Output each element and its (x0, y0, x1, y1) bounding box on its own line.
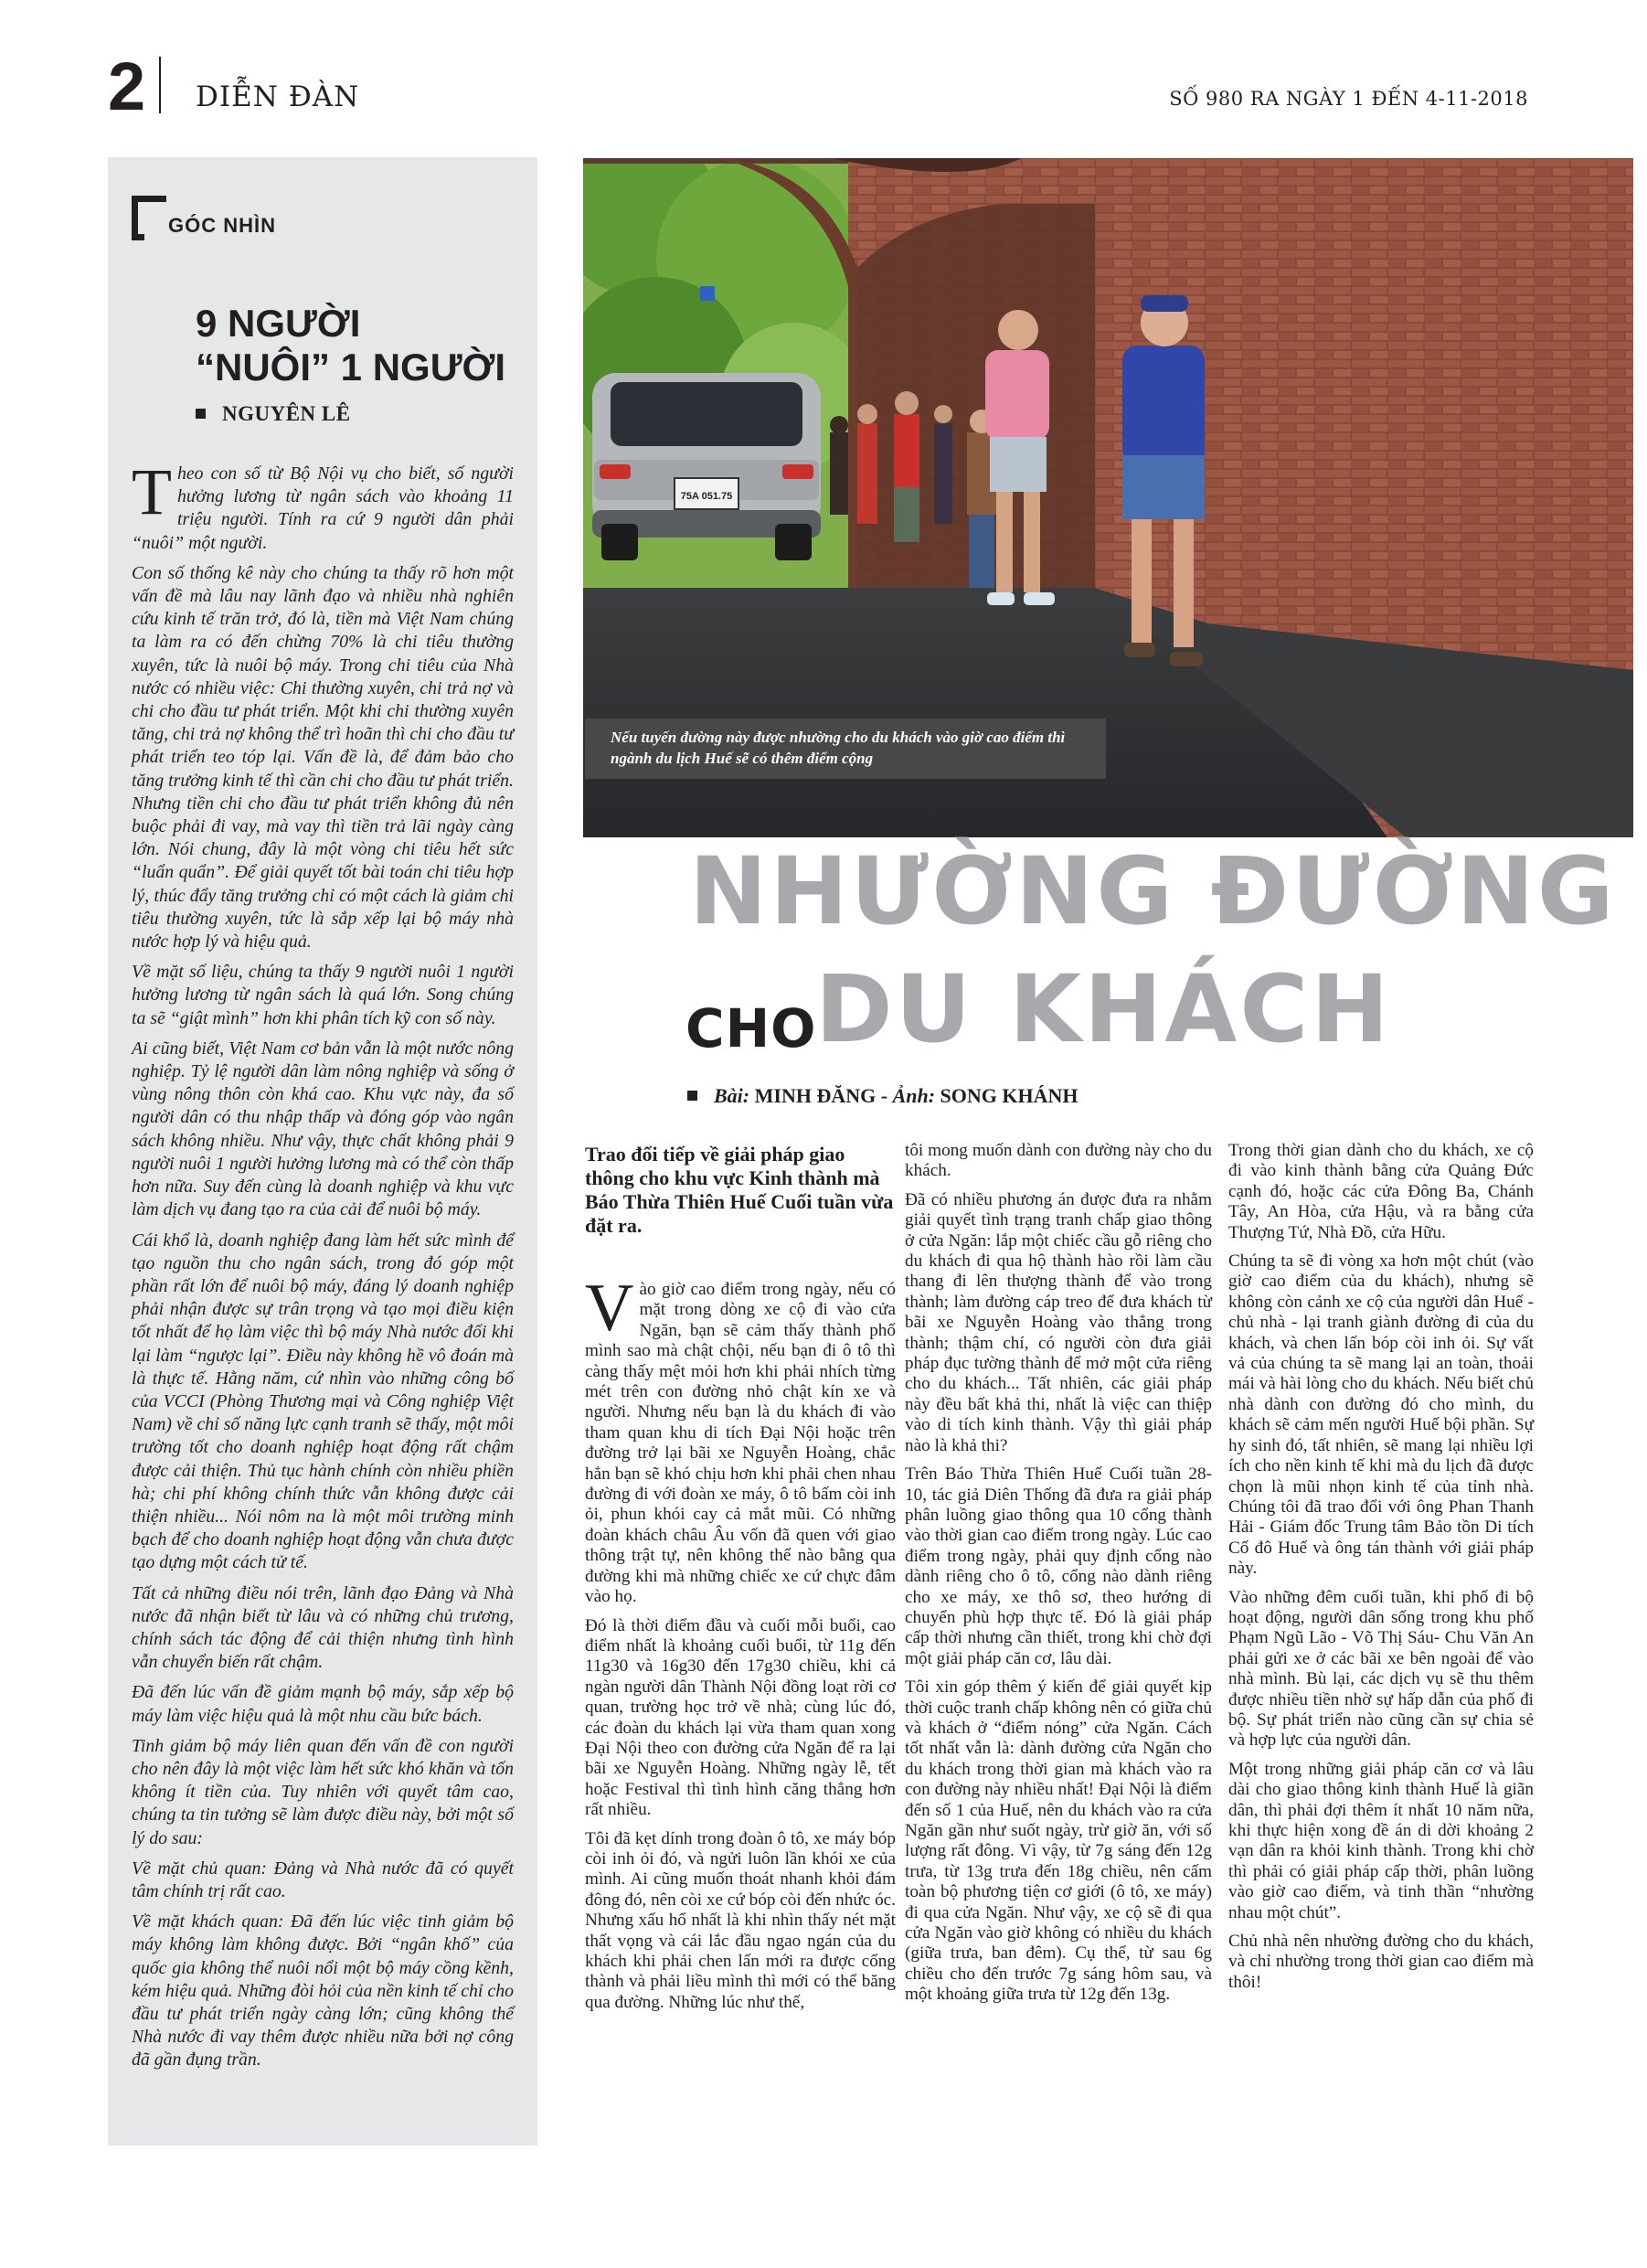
sidebar-paragraph: Cái khổ là, doanh nghiệp đang làm hết sức mình để tạo nguồn thu cho ngân sách, trong đó góp một phần rất lớn để nuôi bộ máy, đáng lý doanh nghiệp phải nhận được sự trân trọng và tạo mọi điều kiện tốt nhất để họ làm việc thì bộ máy Nhà nước đối khi lại làm “ngược lại”. Điều này không hề vô đoán mà là thực tế. Hằng năm, cứ nhìn vào những công bố của VCCI (Phòng Thương mại và Công nghiệp Việt Nam) về chỉ số năng lực cạnh tranh sẽ thấy, một môi trường tốt cho doanh nghiệp hoạt động rất chậm được cải thiện. Thủ tục hành chính còn nhiều phiền hà; chi phí không chính thức vẫn không được cải thiện nhiều... Nói nôm na là một môi trường minh bạch để cho doanh nghiệp hoạt động vẫn chưa được tạo dựng một cách tử tế. (132, 1230, 514, 1573)
article-dropcap: V (585, 1271, 634, 1346)
article-paragraph (585, 1271, 896, 1608)
sidebar-paragraph: Tất cả những điều nói trên, lãnh đạo Đảng và Nhà nước đã nhận biết từ lâu và có những chủ trương, chính sách tác động để cải thiện nhưng tình hình vẫn chuyển biến rất chậm. (132, 1582, 514, 1673)
article-column-3 (1228, 1141, 1534, 2001)
byline-author: MINH ĐĂNG (754, 1084, 877, 1107)
page-number: 2 (108, 48, 146, 124)
byline-label-photo: Ảnh: (892, 1084, 936, 1107)
sidebar-paragraph: Về mặt chủ quan: Đảng và Nhà nước đã có quyết tâm chính trị rất cao. (132, 1858, 514, 1901)
article-paragraph: Tôi xin góp thêm ý kiến để giải quyết kịp thời cuộc tranh chấp không nên có giữa chủ và khách ở “điểm nóng” cửa Ngăn. Cách tốt nhất vẫn là: dành đường cửa Ngăn cho du khách trong thời gian mà khách vào ra con đường này nhiều nhất! Đại Nội là điểm đến số 1 của Huế, nên du khách vào ra cửa Ngăn gần như suốt ngày, trừ giờ ăn, với số lượng rất đông. Vì vậy, từ 7g sáng đến 12g trưa, từ 13g trưa đến 18g chiều, nên cấm toàn bộ phương tiện cơ giới (ô tô, xe máy) đi qua cửa Ngăn. Như vậy, xe cộ sẽ đi qua cửa Ngăn vào giờ không có nhiều du khách (giữa trưa, ban đêm). Cụ thể, từ sau 6g chiều cho đến trước 7g sáng hôm sau, và một khoảng giữa trưa từ 12g đến 13g. (905, 1677, 1212, 2005)
article-paragraph-text: ào giờ cao điểm trong ngày, nếu có mặt trong dòng xe cộ đi vào cửa Ngăn, bạn sẽ cảm thấy thành phố mình sao mà chật chội, nếu bạn đi ô tô thì càng thấy mệt mỏi hơn khi phải nhích từng mét trên con đường nhỏ chật kín xe và người. Nhưng nếu bạn là du khách đi vào tham quan khu di tích Đại Nội hoặc trên đường trở lại bãi xe Nguyễn Hoàng, chắc hẳn bạn sẽ khó chịu hơn khi phải chen nhau đường đi với đoàn xe máy, ô tô bấm còi inh ỏi, phun khói cay cả mắt mũi. Có những đoàn khách châu Âu vốn đã quen với giao thông trật tự, nên không thể nào bằng qua đường khi mà những chiếc xe cứ chực đâm vào họ. (585, 1280, 896, 1607)
byline: Bài: MINH ĐĂNG - Ảnh: SONG KHÁNH (687, 1084, 1079, 1108)
sidebar-author-name: NGUYÊN LÊ (222, 402, 351, 425)
article-paragraph: Vào những đêm cuối tuần, khi phố đi bộ hoạt động, người dân sống trong khu phố Phạm Ngũ Lão - Võ Thị Sáu- Chu Văn An phải gửi xe ở các bãi xe bên ngoài để vào nhà mình. Bù lại, các dịch vụ sẽ thu thêm được nhiều tiền nhờ sự hấp dẫn của phố đi bộ. Sự phát triển nào cũng cần sự chia sẻ và hợp lực của người dân. (1228, 1587, 1534, 1751)
article-paragraph: Trong thời gian dành cho du khách, xe cộ đi vào kinh thành bằng cửa Quảng Đức cạnh đó, hoặc các cửa Đông Ba, Chánh Tây, An Hòa, cửa Hậu, và ra bằng cửa Thượng Tứ, Nhà Đồ, cửa Hữu. (1228, 1141, 1534, 1242)
sidebar-dropcap: T (132, 455, 172, 528)
article-column-2 (905, 1141, 1212, 2014)
article-paragraph: Trên Báo Thừa Thiên Huế Cuối tuần 28-10, tác giả Diên Thống đã đưa ra giải pháp phân luồng giao thông qua 10 cổng thành vào thời gian cao điểm trong ngày. Lúc cao điểm trong ngày, phải quy định cổng nào dành riêng cho ô tô, cổng nào dành riêng cho xe máy, xe thô sơ, theo hướng di chuyển phù hợp thực tế. Đó là giải pháp cấp thời nhưng cần thiết, trong khi chờ đợi một giải pháp căn cơ, lâu dài. (905, 1464, 1212, 1668)
header-divider (159, 57, 161, 113)
sidebar-paragraph: Ai cũng biết, Việt Nam cơ bản vẫn là một nước nông nghiệp. Tỷ lệ người dân làm nông nghiệp và sống ở vùng nông thôn còn khá cao. Khu vực này, đa số người dân có thu nhập thấp và đóng góp vào ngân sách không nhiều. Như vậy, thực chất không phải 9 người nuôi 1 người hưởng lương mà có thể còn thấp hơn nữa. Suy đến cùng là doanh nghiệp và khu vực làm dịch vụ đang tạo ra của cải để nuôi bộ máy. (132, 1038, 514, 1220)
headline-connector: CHO (685, 997, 817, 1059)
byline-photographer: SONG KHÁNH (940, 1084, 1079, 1107)
article-paragraph: Chúng ta sẽ đi vòng xa hơn một chút (vào giờ cao điểm của du khách), nhưng sẽ không còn cảnh xe cộ của người dân Huế - chủ nhà - lại tranh giành đường đi của du khách, và chen lấn bóp còi inh ỏi. Sự vất vả của chúng ta sẽ mang lại an toàn, thoải mái và hài lòng cho du khách. Nếu biết chủ nhà dành con đường đó cho mình, du khách sẽ cảm mến người Huế bội phần. Sự hy sinh đó, tất nhiên, sẽ mang lại nhiều lợi ích cho nền kinh tế khi mà du lịch đã được chọn là mũi nhọn kinh tế của tỉnh nhà. Chúng tôi đã trao đổi với ông Phan Thanh Hải - Giám đốc Trung tâm Bảo tồn Di tích Cố đô Huế và ông tán thành với giải pháp này. (1228, 1251, 1534, 1579)
sidebar-author (196, 402, 351, 426)
issue-info: SỐ 980 RA NGÀY 1 ĐẾN 4-11-2018 (1169, 88, 1528, 110)
sidebar-title-line2: “NUÔI” 1 NGƯỜI (196, 346, 506, 389)
corner-bracket-icon (132, 196, 166, 234)
sidebar-paragraph (132, 455, 514, 555)
sidebar-paragraph-text: heo con số từ Bộ Nội vụ cho biết, số người hưởng lương từ ngân sách vào khoảng 11 triệu người. Tính ra cứ 9 người dân phải “nuôi” một người. (132, 463, 514, 553)
license-plate-text: 75A 051.75 (680, 491, 733, 502)
article-paragraph: Tôi đã kẹt dính trong đoàn ô tô, xe máy bóp còi inh ỏi đó, và ngửi luôn lần khói xe của mình. Ai cũng muốn thoát nhanh khỏi đám đông đó, nên còi xe cứ bóp còi đến nhức óc. Nhưng xấu hổ nhất là khi nhìn thấy nét mặt thất vọng và cái lắc đầu ngao ngán của du khách khi phải chen lấn mới ra được cổng thành và phải liều mình thì mới có thể băng qua đường. Những lúc như thế, (585, 1828, 896, 2012)
column-label: GÓC NHÌN (168, 214, 276, 237)
sidebar-title-line1: 9 NGƯỜI (196, 302, 361, 345)
sidebar-paragraph: Đã đến lúc vấn đề giảm mạnh bộ máy, sắp xếp bộ máy làm việc hiệu quả là một nhu cầu bức bách. (132, 1682, 514, 1726)
article-paragraph: Đã có nhiều phương án được đưa ra nhằm giải quyết tình trạng tranh chấp giao thông ở cửa Ngăn: lắp một chiếc cầu gỗ riêng cho du khách đi qua hộ thành hào rồi làm cầu thang đi lên thượng thành để vào trong thành; làm đường cáp treo để đưa khách từ bãi xe Nguyễn Hoàng vào thẳng trong thành; thậm chí, có người còn đưa giải pháp đục tường thành để mở một cửa riêng cho du khách... Tất nhiên, các giải pháp này đều bất khả thi, nhất là việc can thiệp vào di tích kinh thành. Vậy thì giải pháp nào là khả thi? (905, 1189, 1212, 1455)
byline-label-text: Bài: (714, 1084, 750, 1107)
sidebar-body (132, 455, 514, 2080)
photo-caption: Nếu tuyến đường này được nhường cho du khách vào giờ cao điểm thì ngành du lịch Huế sẽ có thêm điểm cộng (611, 729, 1066, 767)
square-bullet-icon (196, 409, 206, 419)
article-column-1 (585, 1143, 896, 2021)
section-name: DIỄN ĐÀN (196, 80, 360, 113)
sidebar-paragraph: Về mặt khách quan: Đã đến lúc việc tinh giảm bộ máy không làm không được. Bởi “ngân khố” của quốc gia không thể nuôi nổi một bộ máy cồng kềnh, kém hiệu quả. Những đòi hỏi của nền kinh tế chỉ cho đầu tư phát triển ngày càng lớn; cũng không thể Nhà nước đi vay thêm được nhiều nữa bởi nợ công đã gần đụng trần. (132, 1911, 514, 2071)
article-paragraph: Chủ nhà nên nhường đường cho du khách, và chỉ nhường trong thời gian cao điểm mà thôi! (1228, 1932, 1534, 1992)
headline-line2: DU KHÁCH (815, 955, 1392, 1064)
article-lead: Trao đổi tiếp về giải pháp giao thông cho khu vực Kinh thành mà Báo Thừa Thiên Huế Cuối tuần vừa đặt ra. (585, 1143, 894, 1237)
headline-line1: NHƯỜNG ĐƯỜNG (689, 837, 1617, 946)
article-paragraph: tôi mong muốn dành con đường này cho du khách. (905, 1141, 1212, 1181)
article-paragraph: Đó là thời điểm đầu và cuối mỗi buổi, cao điểm nhất là khoảng cuối buổi, từ 11g đến 11g30 và 16g30 đến 17g30 chiều, khi cả ngàn người dân Thành Nội đồng loạt rời cơ quan, trường học trở về nhà; cùng lúc đó, các đoàn du khách lại vừa tham quan xong Đại Nội theo con đường cửa Ngăn để ra lại bãi xe Nguyễn Hoàng. Những ngày lễ, tết hoặc Festival thì tình hình căng thẳng hơn rất nhiều. (585, 1615, 896, 1820)
sidebar-paragraph: Tinh giảm bộ máy liên quan đến vấn đề con người cho nên đây là một việc làm hết sức khó khăn và tốn không ít tiền của. Tuy nhiên với quyết tâm cao, chúng ta tin tưởng sẽ làm được điều này, bởi một số lý do sau: (132, 1735, 514, 1848)
article-paragraph: Một trong những giải pháp căn cơ và lâu dài cho giao thông kinh thành Huế là giãn dân, thì phải đợi thêm ít nhất 10 năm nữa, khi thực hiện xong đề án di dời khoảng 2 vạn dân ra khỏi kinh thành. Trong khi chờ thì phải có giải pháp cấp thời, phân luồng vào giờ cao điểm, và tinh thần “nhường nhau một chút”. (1228, 1759, 1534, 1922)
sidebar-paragraph: Về mặt số liệu, chúng ta thấy 9 người nuôi 1 người hưởng lương từ ngân sách là quá lớn. Song chúng ta sẽ “giật mình” hơn khi phân tích kỹ con số này. (132, 962, 514, 1028)
square-bullet-icon (687, 1091, 697, 1101)
sidebar-paragraph: Con số thống kê này cho chúng ta thấy rõ hơn một vấn đề mà lâu nay lãnh đạo và nhiều nhà nghiên cứu kinh tế trăn trở, đó là, tiền mà Việt Nam chúng ta làm ra có đến chừng 70% là chi tiêu thường xuyên, tức là nuôi bộ máy. Trong chi tiêu của Nhà nước có nhiều việc: Chi thường xuyên, chi trả nợ và chi cho đầu tư phát triển. Một khi chi thường xuyên tăng, chi trả nợ không thể trì hoãn thì chi cho đầu tư phát triển teo tóp lại. Vấn đề là, để đảm bảo cho tăng trưởng kinh tế thì cần chi cho đầu tư phát triển. Nhưng tiền chi cho đầu tư phát triển không đủ nên buộc phải đi vay, mà vay thì tiền trả lãi ngày càng lớn. Nói chung, đây là một vòng chi tiêu hết sức “luẩn quẩn”. Để giải quyết tốt bài toán chi tiêu hợp lý, thúc đẩy tăng trưởng chỉ có một cách là giảm chi tiêu thường xuyên, tức là sắp xếp lại bộ máy nhà nước hợp lý và hiệu quả. (132, 562, 514, 953)
